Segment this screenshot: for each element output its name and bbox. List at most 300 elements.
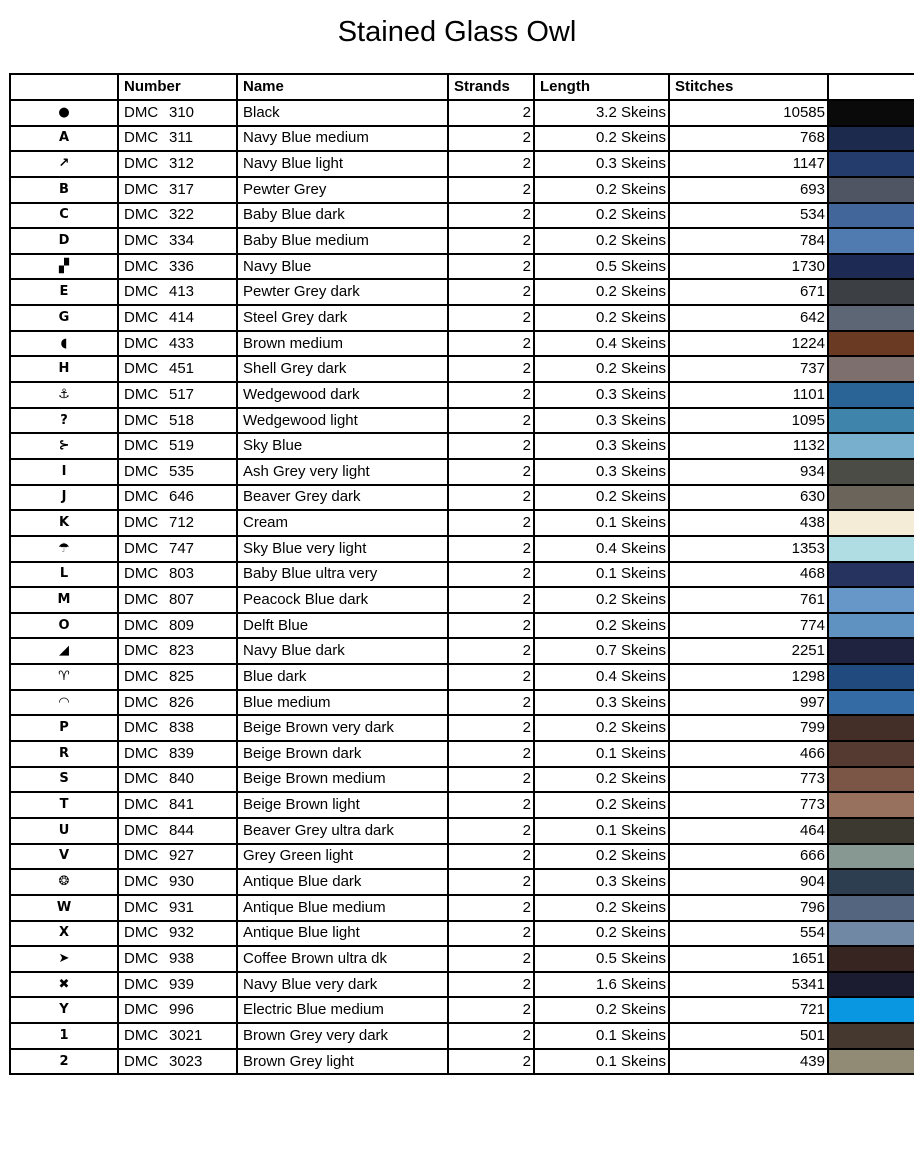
brand-label: DMC <box>124 488 159 506</box>
color-swatch <box>829 383 914 407</box>
number-cell <box>118 433 237 459</box>
color-swatch <box>829 357 914 381</box>
color-swatch <box>829 665 914 689</box>
table-row <box>10 818 914 844</box>
length-cell: 3.2 Skeins <box>534 100 669 126</box>
strands-cell: 2 <box>448 279 534 305</box>
chart-symbol: ♈ <box>58 668 70 684</box>
brand-label: DMC <box>124 514 159 532</box>
chart-symbol: M <box>57 591 71 607</box>
symbol-cell <box>10 485 118 511</box>
color-cell <box>828 254 914 280</box>
symbol-cell <box>10 1023 118 1049</box>
strands-cell: 2 <box>448 433 534 459</box>
table-row <box>10 972 914 998</box>
length-cell: 0.2 Skeins <box>534 997 669 1023</box>
strands-cell: 2 <box>448 510 534 536</box>
table-row <box>10 203 914 229</box>
strands-cell: 2 <box>448 485 534 511</box>
chart-symbol: E <box>59 284 69 300</box>
table-row <box>10 715 914 741</box>
color-cell <box>828 126 914 152</box>
stitches-cell: 904 <box>669 869 828 895</box>
brand-label: DMC <box>124 411 159 429</box>
symbol-cell <box>10 203 118 229</box>
length-cell: 0.2 Skeins <box>534 792 669 818</box>
color-cell <box>828 305 914 331</box>
number-cell <box>118 715 237 741</box>
color-cell <box>828 895 914 921</box>
floss-code: 519 <box>169 437 195 455</box>
symbol-cell <box>10 818 118 844</box>
strands-cell: 2 <box>448 459 534 485</box>
stitches-cell: 501 <box>669 1023 828 1049</box>
stitches-cell: 768 <box>669 126 828 152</box>
floss-code: 3021 <box>169 1026 203 1044</box>
strands-cell: 2 <box>448 331 534 357</box>
number-cell <box>118 690 237 716</box>
name-cell: Navy Blue dark <box>237 638 448 664</box>
length-cell: 0.2 Skeins <box>534 767 669 793</box>
length-cell: 0.1 Skeins <box>534 1023 669 1049</box>
brand-label: DMC <box>124 539 159 557</box>
chart-symbol: B <box>59 181 69 197</box>
strands-cell: 2 <box>448 151 534 177</box>
color-swatch <box>829 639 914 663</box>
color-cell <box>828 510 914 536</box>
strands-cell: 2 <box>448 228 534 254</box>
table-row <box>10 690 914 716</box>
chart-symbol: ✖ <box>58 976 70 992</box>
number-cell <box>118 638 237 664</box>
table-row <box>10 151 914 177</box>
strands-cell: 2 <box>448 690 534 716</box>
name-cell: Blue medium <box>237 690 448 716</box>
color-swatch <box>829 563 914 587</box>
strands-cell: 2 <box>448 254 534 280</box>
header-row <box>10 74 914 100</box>
strands-cell: 2 <box>448 869 534 895</box>
brand-label: DMC <box>124 975 159 993</box>
brand-label: DMC <box>124 155 159 173</box>
chart-symbol: V <box>58 848 70 864</box>
floss-code: 807 <box>169 590 195 608</box>
symbol-cell <box>10 331 118 357</box>
table-row <box>10 767 914 793</box>
chart-symbol: A <box>58 130 70 146</box>
brand-label: DMC <box>124 180 159 198</box>
color-cell <box>828 279 914 305</box>
chart-symbol: K <box>58 515 70 531</box>
name-cell: Antique Blue medium <box>237 895 448 921</box>
color-cell <box>828 382 914 408</box>
length-cell: 0.2 Skeins <box>534 715 669 741</box>
name-cell: Sky Blue <box>237 433 448 459</box>
strands-cell: 2 <box>448 203 534 229</box>
name-cell: Wedgewood light <box>237 408 448 434</box>
length-cell: 0.1 Skeins <box>534 562 669 588</box>
name-cell: Beige Brown light <box>237 792 448 818</box>
chart-symbol: ↗ <box>58 156 70 172</box>
chart-symbol: ● <box>58 104 70 120</box>
stitches-cell: 934 <box>669 459 828 485</box>
table-row <box>10 126 914 152</box>
table-row <box>10 305 914 331</box>
length-cell: 0.5 Skeins <box>534 946 669 972</box>
color-swatch <box>829 998 914 1022</box>
length-cell: 0.2 Skeins <box>534 587 669 613</box>
stitches-cell: 438 <box>669 510 828 536</box>
table-row <box>10 356 914 382</box>
color-cell <box>828 587 914 613</box>
stitches-cell: 5341 <box>669 972 828 998</box>
brand-label: DMC <box>124 873 159 891</box>
chart-symbol: D <box>58 233 70 249</box>
brand-label: DMC <box>124 129 159 147</box>
symbol-cell <box>10 279 118 305</box>
symbol-cell <box>10 844 118 870</box>
stitches-cell: 1147 <box>669 151 828 177</box>
brand-label: DMC <box>124 1052 159 1070</box>
name-cell: Delft Blue <box>237 613 448 639</box>
symbol-cell <box>10 459 118 485</box>
name-cell: Antique Blue dark <box>237 869 448 895</box>
brand-label: DMC <box>124 206 159 224</box>
chart-symbol: J <box>61 489 67 505</box>
strands-cell: 2 <box>448 664 534 690</box>
floss-code: 312 <box>169 155 195 173</box>
floss-code: 927 <box>169 847 195 865</box>
number-cell <box>118 562 237 588</box>
name-cell: Black <box>237 100 448 126</box>
number-cell <box>118 869 237 895</box>
strands-cell: 2 <box>448 408 534 434</box>
floss-code: 803 <box>169 565 195 583</box>
length-cell: 0.2 Skeins <box>534 844 669 870</box>
name-cell: Baby Blue dark <box>237 203 448 229</box>
color-swatch <box>829 973 914 997</box>
name-cell: Sky Blue very light <box>237 536 448 562</box>
color-cell <box>828 485 914 511</box>
strands-cell: 2 <box>448 356 534 382</box>
name-cell: Navy Blue <box>237 254 448 280</box>
brand-label: DMC <box>124 924 159 942</box>
name-cell: Beaver Grey dark <box>237 485 448 511</box>
color-cell <box>828 613 914 639</box>
stitches-cell: 554 <box>669 921 828 947</box>
color-swatch <box>829 588 914 612</box>
symbol-cell <box>10 690 118 716</box>
color-cell <box>828 792 914 818</box>
table-row <box>10 869 914 895</box>
color-swatch <box>829 332 914 356</box>
color-swatch <box>829 460 914 484</box>
color-swatch <box>829 486 914 510</box>
stitches-cell: 799 <box>669 715 828 741</box>
color-swatch <box>829 691 914 715</box>
name-cell: Antique Blue light <box>237 921 448 947</box>
name-cell: Brown medium <box>237 331 448 357</box>
floss-code: 517 <box>169 385 195 403</box>
table-row <box>10 1049 914 1075</box>
length-cell: 1.6 Skeins <box>534 972 669 998</box>
floss-code: 930 <box>169 873 195 891</box>
brand-label: DMC <box>124 360 159 378</box>
color-cell <box>828 715 914 741</box>
length-cell: 0.2 Skeins <box>534 228 669 254</box>
strands-cell: 2 <box>448 715 534 741</box>
floss-code: 840 <box>169 770 195 788</box>
length-cell: 0.2 Skeins <box>534 203 669 229</box>
length-cell: 0.3 Skeins <box>534 690 669 716</box>
number-cell <box>118 279 237 305</box>
floss-code: 310 <box>169 103 195 121</box>
color-swatch <box>829 101 914 125</box>
chart-symbol: ⊱ <box>58 438 70 454</box>
floss-code: 932 <box>169 924 195 942</box>
brand-label: DMC <box>124 283 159 301</box>
color-cell <box>828 203 914 229</box>
stitches-cell: 774 <box>669 613 828 639</box>
chart-symbol: I <box>61 463 67 479</box>
color-swatch <box>829 896 914 920</box>
strands-cell: 2 <box>448 844 534 870</box>
number-cell <box>118 382 237 408</box>
color-cell <box>828 972 914 998</box>
color-cell <box>828 562 914 588</box>
number-cell <box>118 331 237 357</box>
stitches-cell: 773 <box>669 792 828 818</box>
floss-code: 317 <box>169 180 195 198</box>
length-cell: 0.4 Skeins <box>534 664 669 690</box>
color-swatch <box>829 204 914 228</box>
chart-symbol: U <box>58 822 70 838</box>
table-row <box>10 997 914 1023</box>
color-cell <box>828 433 914 459</box>
color-cell <box>828 177 914 203</box>
length-cell: 0.2 Skeins <box>534 921 669 947</box>
color-swatch <box>829 511 914 535</box>
symbol-cell <box>10 921 118 947</box>
length-cell: 0.4 Skeins <box>534 536 669 562</box>
chart-symbol: ➤ <box>58 950 70 966</box>
stitches-cell: 761 <box>669 587 828 613</box>
stitches-cell: 721 <box>669 997 828 1023</box>
floss-code: 311 <box>169 129 193 147</box>
color-swatch <box>829 870 914 894</box>
length-cell: 0.5 Skeins <box>534 254 669 280</box>
number-cell <box>118 485 237 511</box>
table-row <box>10 433 914 459</box>
name-cell: Navy Blue light <box>237 151 448 177</box>
length-cell: 0.3 Skeins <box>534 408 669 434</box>
symbol-cell <box>10 664 118 690</box>
name-cell: Grey Green light <box>237 844 448 870</box>
table-row <box>10 587 914 613</box>
chart-symbol: X <box>58 925 70 941</box>
floss-code: 3023 <box>169 1052 203 1070</box>
stitches-cell: 737 <box>669 356 828 382</box>
chart-symbol: C <box>59 207 69 223</box>
floss-code: 334 <box>169 232 195 250</box>
color-cell <box>828 844 914 870</box>
name-cell: Brown Grey very dark <box>237 1023 448 1049</box>
length-cell: 0.2 Skeins <box>534 177 669 203</box>
stitches-cell: 796 <box>669 895 828 921</box>
name-cell: Beige Brown very dark <box>237 715 448 741</box>
color-cell <box>828 331 914 357</box>
brand-label: DMC <box>124 590 159 608</box>
header-color <box>828 74 914 100</box>
table-body <box>10 100 914 1074</box>
brand-label: DMC <box>124 898 159 916</box>
length-cell: 0.2 Skeins <box>534 356 669 382</box>
chart-symbol: ? <box>60 412 68 428</box>
color-cell <box>828 228 914 254</box>
brand-label: DMC <box>124 1001 159 1019</box>
floss-code: 413 <box>169 283 195 301</box>
chart-symbol: ⚓ <box>58 386 70 402</box>
name-cell: Beige Brown medium <box>237 767 448 793</box>
floss-code: 825 <box>169 667 195 685</box>
color-swatch <box>829 819 914 843</box>
strands-cell: 2 <box>448 946 534 972</box>
brand-label: DMC <box>124 770 159 788</box>
header-number: Number <box>118 74 237 100</box>
table-row <box>10 485 914 511</box>
table-row <box>10 613 914 639</box>
floss-code: 931 <box>169 898 195 916</box>
stitches-cell: 1651 <box>669 946 828 972</box>
stitches-cell: 630 <box>669 485 828 511</box>
color-swatch <box>829 409 914 433</box>
stitches-cell: 466 <box>669 741 828 767</box>
brand-label: DMC <box>124 693 159 711</box>
header-name: Name <box>237 74 448 100</box>
strands-cell: 2 <box>448 613 534 639</box>
symbol-cell <box>10 613 118 639</box>
header-strands: Strands <box>448 74 534 100</box>
color-cell <box>828 408 914 434</box>
brand-label: DMC <box>124 334 159 352</box>
number-cell <box>118 536 237 562</box>
header-length: Length <box>534 74 669 100</box>
chart-symbol: S <box>59 771 69 787</box>
number-cell <box>118 228 237 254</box>
floss-code: 996 <box>169 1001 195 1019</box>
number-cell <box>118 305 237 331</box>
length-cell: 0.2 Skeins <box>534 613 669 639</box>
chart-symbol: ◖ <box>60 335 68 351</box>
length-cell: 0.3 Skeins <box>534 151 669 177</box>
strands-cell: 2 <box>448 177 534 203</box>
strands-cell: 2 <box>448 638 534 664</box>
table-row <box>10 1023 914 1049</box>
number-cell <box>118 844 237 870</box>
color-cell <box>828 536 914 562</box>
number-cell <box>118 767 237 793</box>
symbol-cell <box>10 382 118 408</box>
number-cell <box>118 1023 237 1049</box>
table-row <box>10 459 914 485</box>
color-swatch <box>829 845 914 869</box>
table-row <box>10 254 914 280</box>
color-swatch <box>829 537 914 561</box>
symbol-cell <box>10 997 118 1023</box>
chart-symbol: ▞ <box>59 258 69 274</box>
number-cell <box>118 741 237 767</box>
number-cell <box>118 408 237 434</box>
floss-code: 809 <box>169 616 195 634</box>
length-cell: 0.2 Skeins <box>534 279 669 305</box>
floss-code: 826 <box>169 693 195 711</box>
table-row <box>10 664 914 690</box>
brand-label: DMC <box>124 642 159 660</box>
table-row <box>10 382 914 408</box>
symbol-cell <box>10 356 118 382</box>
table-row <box>10 408 914 434</box>
brand-label: DMC <box>124 565 159 583</box>
color-swatch <box>829 768 914 792</box>
strands-cell: 2 <box>448 536 534 562</box>
color-cell <box>828 100 914 126</box>
color-cell <box>828 741 914 767</box>
number-cell <box>118 664 237 690</box>
color-cell <box>828 151 914 177</box>
number-cell <box>118 895 237 921</box>
color-cell <box>828 1023 914 1049</box>
name-cell: Baby Blue medium <box>237 228 448 254</box>
symbol-cell <box>10 638 118 664</box>
length-cell: 0.2 Skeins <box>534 126 669 152</box>
length-cell: 0.3 Skeins <box>534 433 669 459</box>
strands-cell: 2 <box>448 767 534 793</box>
symbol-cell <box>10 946 118 972</box>
floss-code: 747 <box>169 539 195 557</box>
symbol-cell <box>10 408 118 434</box>
stitches-cell: 439 <box>669 1049 828 1075</box>
brand-label: DMC <box>124 257 159 275</box>
chart-symbol: ❂ <box>58 874 70 890</box>
length-cell: 0.1 Skeins <box>534 741 669 767</box>
color-swatch <box>829 922 914 946</box>
color-cell <box>828 767 914 793</box>
brand-label: DMC <box>124 462 159 480</box>
number-cell <box>118 972 237 998</box>
color-cell <box>828 921 914 947</box>
symbol-cell <box>10 741 118 767</box>
symbol-cell <box>10 715 118 741</box>
floss-code: 433 <box>169 334 195 352</box>
stitches-cell: 784 <box>669 228 828 254</box>
symbol-cell <box>10 177 118 203</box>
stitches-cell: 10585 <box>669 100 828 126</box>
name-cell: Shell Grey dark <box>237 356 448 382</box>
number-cell <box>118 177 237 203</box>
brand-label: DMC <box>124 616 159 634</box>
length-cell: 0.3 Skeins <box>534 382 669 408</box>
length-cell: 0.7 Skeins <box>534 638 669 664</box>
name-cell: Ash Grey very light <box>237 459 448 485</box>
chart-symbol: P <box>59 720 69 736</box>
symbol-cell <box>10 1049 118 1075</box>
symbol-cell <box>10 972 118 998</box>
brand-label: DMC <box>124 385 159 403</box>
floss-code: 939 <box>169 975 195 993</box>
number-cell <box>118 792 237 818</box>
strands-cell: 2 <box>448 562 534 588</box>
strands-cell: 2 <box>448 997 534 1023</box>
